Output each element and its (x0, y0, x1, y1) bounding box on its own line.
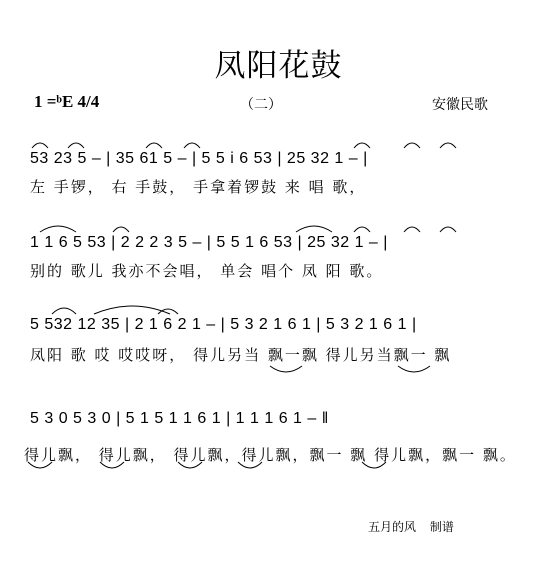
lyrics-line-4: 得儿飘， 得儿飘， 得儿飘，得儿飘，飘一 飘 得儿飘，飘一 飘。 (24, 446, 517, 464)
song-title: 凤阳花鼓 (214, 48, 343, 84)
lyrics-line-3: 凤阳 歌 哎 哎哎呀， 得儿另当 飘一飘 得儿另当飘一 飘 (30, 346, 452, 364)
lyrics-line-1: 左 手锣， 右 手鼓， 手拿着锣鼓 来 唱 歌， (30, 178, 367, 196)
song-origin: 安徽民歌 (432, 97, 488, 113)
notation-line-3: 5 532 12 35 | 2 1 6 2 1 – | 5 3 2 1 6 1 | 5 3 2 1 6 1 | (30, 316, 417, 333)
credit-text: 五月的风 制谱 (368, 520, 454, 534)
key-signature: 1 =ᵇE 4/4 (34, 92, 100, 111)
notation-line-2: 1 1 6 5 53 | 2 2 2 3 5 – | 5 5 1 6 53 | 25 32 1 – | (30, 234, 388, 251)
part-label: （二） (240, 97, 282, 113)
lyrics-line-2: 别的 歌儿 我亦不会唱， 单会 唱个 凤 阳 歌。 (30, 262, 384, 280)
notation-line-1: 53 23 5 – | 35 61 5 – | 5 5 i 6 53 | 25 32 1 – | (30, 150, 368, 167)
notation-line-4: 5 3 0 5 3 0 | 5 1 5 1 1 6 1 | 1 1 1 6 1 – ‖ (30, 410, 329, 427)
